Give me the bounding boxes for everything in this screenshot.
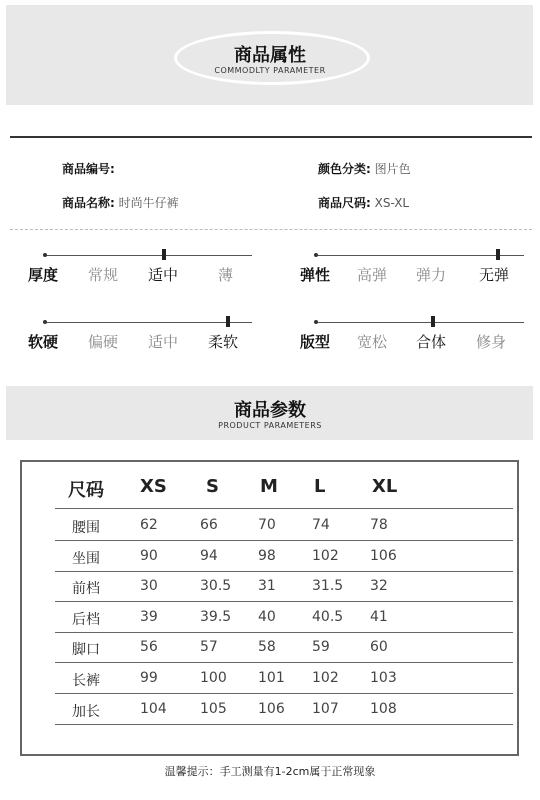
table-row-label: 前档 [72,581,100,598]
section-subtitle-parameters: PRODUCT PARAMETERS [218,421,322,430]
scale-label: 版型 [300,333,331,351]
table-cell: 94 [200,547,218,564]
table-cell: 105 [200,700,227,717]
attr-color-label: 颜色分类: [318,162,371,176]
scale-track [45,322,252,323]
section-title-attributes: 商品属性 [234,45,306,66]
scale-track [45,255,252,256]
scale-option-selected: 合体 [416,333,447,351]
scale-label: 弹性 [300,266,331,284]
attr-item-no-label: 商品编号: [62,162,115,176]
divider [10,136,532,138]
table-header-row [55,478,513,509]
attr-size [318,194,409,211]
scale-option-selected: 适中 [148,266,179,284]
scale-track [316,255,524,256]
table-cell: 106 [370,547,397,564]
attr-name-value: 时尚牛仔裤 [118,196,179,210]
table-cell: 104 [140,700,167,717]
scale-option: 弹力 [416,266,447,284]
section-title-parameters: 商品参数 [234,400,306,421]
table-cell: 90 [140,547,158,564]
table-cell: 30 [140,578,158,595]
table-cell: 31.5 [312,578,344,595]
measurement-note: 温馨提示：手工测量有1-2cm属于正常现象 [164,765,376,778]
table-cell: 107 [312,700,339,717]
table-cell: 70 [258,517,276,533]
scale-marker [226,316,230,327]
table-row-label: 加长 [72,703,100,720]
table-cell: 40.5 [312,608,344,625]
table-header-size: XL [372,476,398,497]
table-cell: 60 [370,639,388,656]
scale-option: 常规 [88,266,119,284]
table-row-label: 坐围 [72,550,100,567]
table-cell: 102 [312,547,339,564]
table-cell: 57 [200,639,218,656]
table-cell: 99 [140,670,158,686]
attr-name-label: 商品名称: [62,196,115,210]
scale-start-dot [43,320,47,324]
scale-marker [162,249,166,260]
table-row-label: 长裤 [72,673,100,689]
table-cell: 106 [258,700,285,717]
table-header-size: S [206,476,219,497]
scale-option: 宽松 [357,333,388,351]
scale-marker [496,249,500,260]
table-cell: 41 [370,608,388,625]
scale-option-selected: 柔软 [208,333,239,351]
table-cell: 59 [312,639,330,656]
scale-label: 软硬 [28,333,59,351]
table-cell: 62 [140,517,158,533]
attr-item-no [62,160,115,177]
table-header-label: 尺码 [68,480,104,501]
scale-label: 厚度 [28,266,59,284]
table-row-label: 脚口 [72,642,100,659]
table-cell: 39.5 [200,608,232,625]
table-cell: 78 [370,517,388,533]
scale-option: 薄 [218,266,234,284]
scale-option: 偏硬 [88,333,119,351]
scale-option-selected: 无弹 [479,266,510,284]
table-cell: 32 [370,578,388,595]
table-cell: 103 [370,670,397,686]
scale-start-dot [43,253,47,257]
table-row [55,632,513,663]
attr-color [318,160,411,177]
table-cell: 40 [258,608,276,625]
scale-option: 高弹 [357,266,388,284]
attr-size-label: 商品尺码: [318,196,371,210]
table-row-label: 腰围 [72,520,100,536]
table-cell: 66 [200,517,218,533]
table-row [55,602,513,633]
table-cell: 31 [258,578,276,595]
table-row [55,571,513,602]
table-header-size: L [314,476,326,497]
table-header-size: XS [140,476,167,497]
table-cell: 101 [258,670,285,686]
table-row-label: 后档 [72,611,100,628]
table-row [55,510,513,541]
scale-marker [431,316,435,327]
table-cell: 100 [200,670,227,686]
attr-size-value: XS-XL [374,196,410,210]
table-cell: 108 [370,700,397,717]
attr-color-value: 图片色 [374,162,411,176]
attr-name [62,194,179,211]
table-cell: 102 [312,670,339,686]
scale-start-dot [314,320,318,324]
scale-option: 修身 [476,333,507,351]
scale-start-dot [314,253,318,257]
table-header-size: M [260,476,278,497]
table-cell: 98 [258,547,276,564]
table-cell: 56 [140,639,158,656]
scale-option: 适中 [148,333,179,351]
table-cell: 58 [258,639,276,656]
dashed-divider [10,229,532,230]
table-cell: 39 [140,608,158,625]
table-cell: 74 [312,517,330,533]
table-row [55,541,513,572]
scale-track [316,322,524,323]
section-subtitle-attributes: COMMODLTY PARAMETER [214,66,326,75]
table-cell: 30.5 [200,578,232,595]
